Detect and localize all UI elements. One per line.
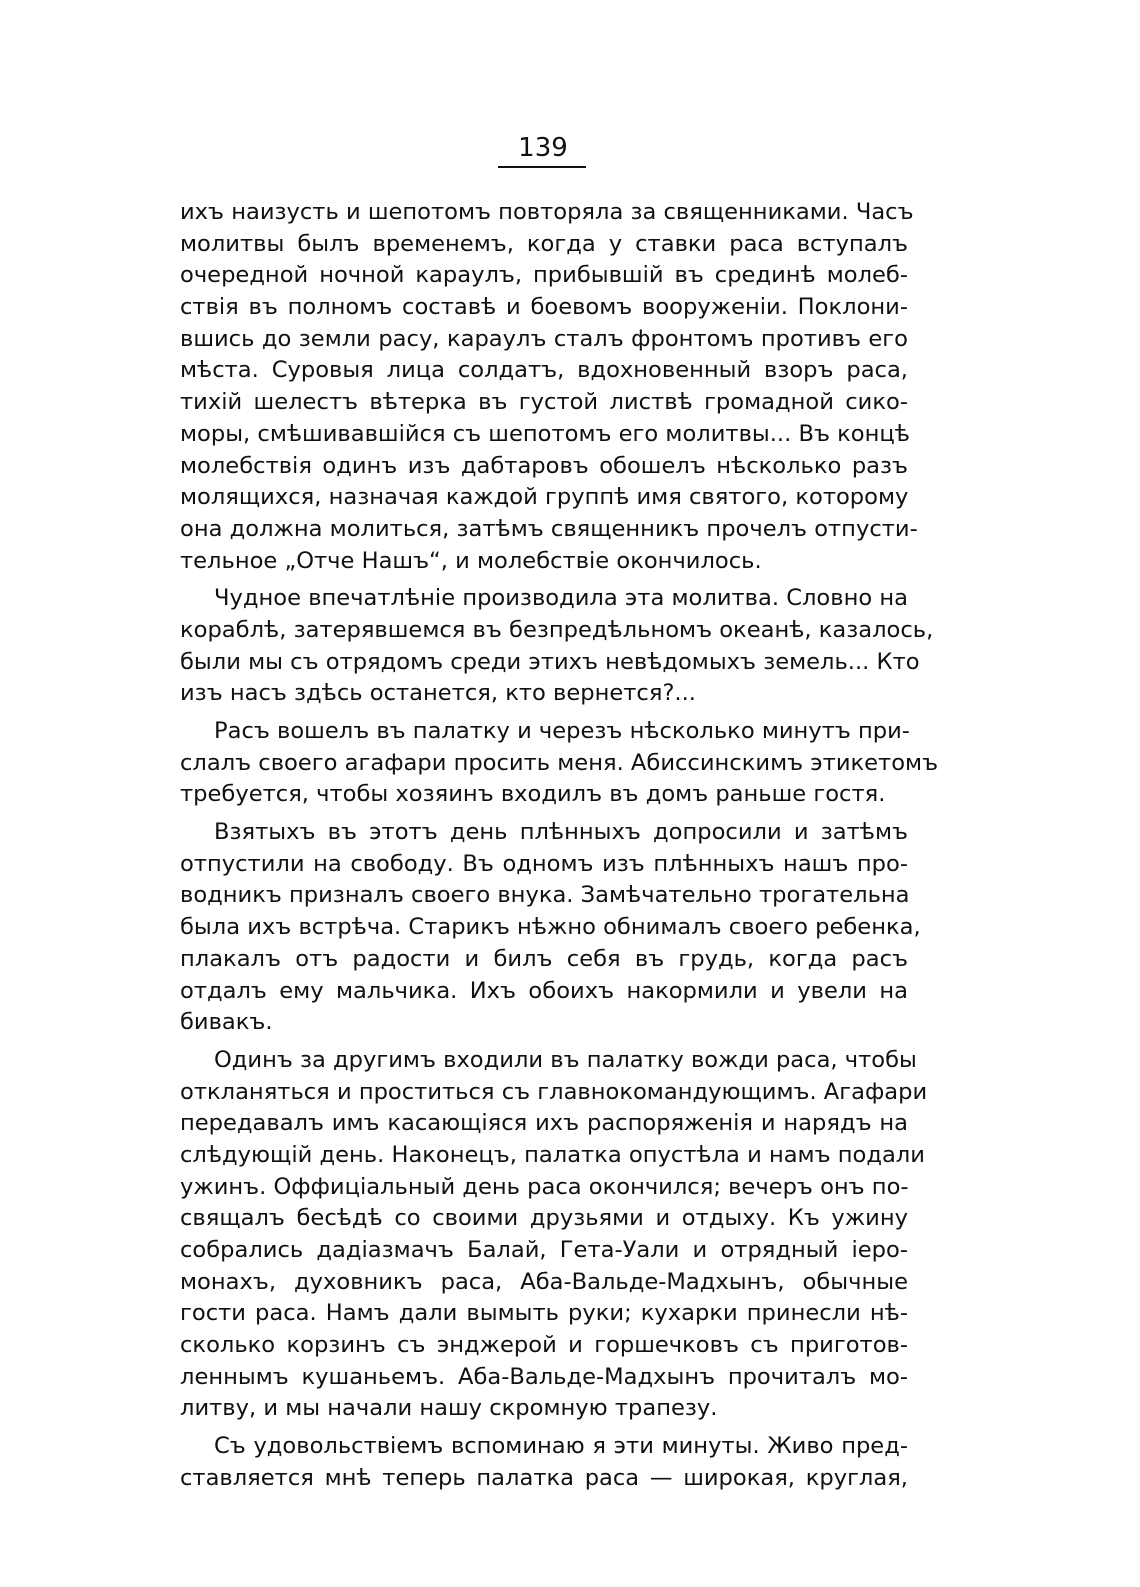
text-line: была ихъ встрѣча. Старикъ нѣжно обнималъ своего ребенка,: [180, 914, 921, 941]
text-line: плакалъ отъ радости и билъ себя въ грудь, когда расъ: [180, 945, 908, 972]
text-line: слѣдующій день. Наконецъ, палатка опустѣла и намъ подали: [180, 1141, 925, 1168]
text-line: молитвы былъ временемъ, когда у ставки раса вступалъ: [180, 230, 908, 257]
text-line: тихій шелестъ вѣтерка въ густой листвѣ громадной сико-: [180, 389, 908, 416]
paragraph: [180, 716, 939, 811]
page-number-rule: [498, 166, 586, 168]
text-line: Съ удовольствіемъ вспоминаю я эти минуты. Живо пред-: [214, 1433, 908, 1460]
text-line: вшись до земли расу, караулъ сталъ фронтомъ противъ его: [180, 325, 908, 352]
text-line: отдалъ ему мальчика. Ихъ обоихъ накормили и увели на: [180, 977, 908, 1004]
paragraph: [180, 197, 918, 577]
text-line: слалъ своего агафари просить меня. Абиссинскимъ этикетомъ: [180, 749, 939, 776]
text-line: она должна молиться, затѣмъ священникъ прочелъ отпусти-: [180, 515, 918, 542]
page-number: 139: [518, 133, 568, 163]
text-line: ужинъ. Оффиціальный день раса окончился; вечеръ онъ по-: [180, 1173, 909, 1200]
text-line: гости раса. Намъ дали вымыть руки; кухарки принесли нѣ-: [180, 1300, 908, 1327]
text-line: Чудное впечатлѣніе производила эта молитва. Словно на: [214, 585, 908, 612]
text-line: леннымъ кушаньемъ. Аба-Вальде-Мадхынъ прочиталъ мо-: [180, 1363, 908, 1390]
text-line: Расъ вошелъ въ палатку и черезъ нѣсколько минутъ при-: [214, 718, 910, 744]
text-line: моры, смѣшивавшійся съ шепотомъ его молитвы... Въ концѣ: [180, 420, 910, 447]
text-line: водникъ призналъ своего внука. Замѣчательно трогательна: [180, 882, 910, 909]
text-line: ствія въ полномъ составѣ и боевомъ вооруженіи. Поклони-: [180, 294, 908, 321]
text-line: молебствія одинъ изъ дабтаровъ обошелъ нѣсколько разъ: [180, 452, 908, 479]
paragraph: [180, 817, 921, 1039]
text-line: кораблѣ, затерявшемся въ безпредѣльномъ океанѣ, казалось,: [180, 616, 934, 643]
text-line: были мы съ отрядомъ среди этихъ невѣдомыхъ земель... Кто: [180, 648, 920, 675]
text-line: литву, и мы начали нашу скромную трапезу.: [180, 1395, 718, 1422]
text-line: отпустили на свободу. Въ одномъ изъ плѣнныхъ нашъ про-: [180, 850, 908, 877]
text-line: ставляется мнѣ теперь палатка раса — широкая, круглая,: [180, 1464, 908, 1491]
text-line: свящалъ бесѣдѣ со своими друзьями и отдыху. Къ ужину: [180, 1205, 908, 1232]
text-line: Взятыхъ въ этотъ день плѣнныхъ допросили и затѣмъ: [214, 819, 908, 846]
text-line: откланяться и проститься съ главнокомандующимъ. Агафари: [180, 1078, 928, 1105]
body-text: [180, 197, 939, 1495]
text-line: изъ насъ здѣсь останется, кто вернется?...: [180, 680, 696, 707]
text-line: бивакъ.: [180, 1009, 273, 1036]
paragraph: [180, 583, 934, 710]
text-line: Одинъ за другимъ входили въ палатку вожди раса, чтобы: [214, 1046, 917, 1073]
text-line: собрались дадіазмачъ Балай, Гета-Уали и отрядный іеро-: [180, 1237, 908, 1263]
text-line: требуется, чтобы хозяинъ входилъ въ домъ раньше гостя.: [180, 781, 886, 808]
paragraph: [180, 1045, 928, 1425]
text-line: передавалъ имъ касающіяся ихъ распоряженія и нарядъ на: [180, 1110, 908, 1137]
text-line: тельное „Отче Нашъ“, и молебствіе окончилось.: [180, 547, 762, 574]
text-line: мѣста. Суровыя лица солдатъ, вдохновенный взоръ раса,: [180, 357, 908, 384]
text-line: очередной ночной караулъ, прибывшій въ срединѣ молеб-: [180, 262, 908, 289]
text-line: ихъ наизусть и шепотомъ повторяла за священниками. Часъ: [180, 199, 914, 225]
text-line: сколько корзинъ съ энджерой и горшечковъ съ приготов-: [180, 1332, 908, 1359]
paragraph: [180, 1431, 908, 1494]
text-line: молящихся, назначая каждой группѣ имя святого, которому: [180, 484, 909, 511]
text-line: монахъ, духовникъ раса, Аба-Вальде-Мадхынъ, обычные: [180, 1268, 908, 1295]
